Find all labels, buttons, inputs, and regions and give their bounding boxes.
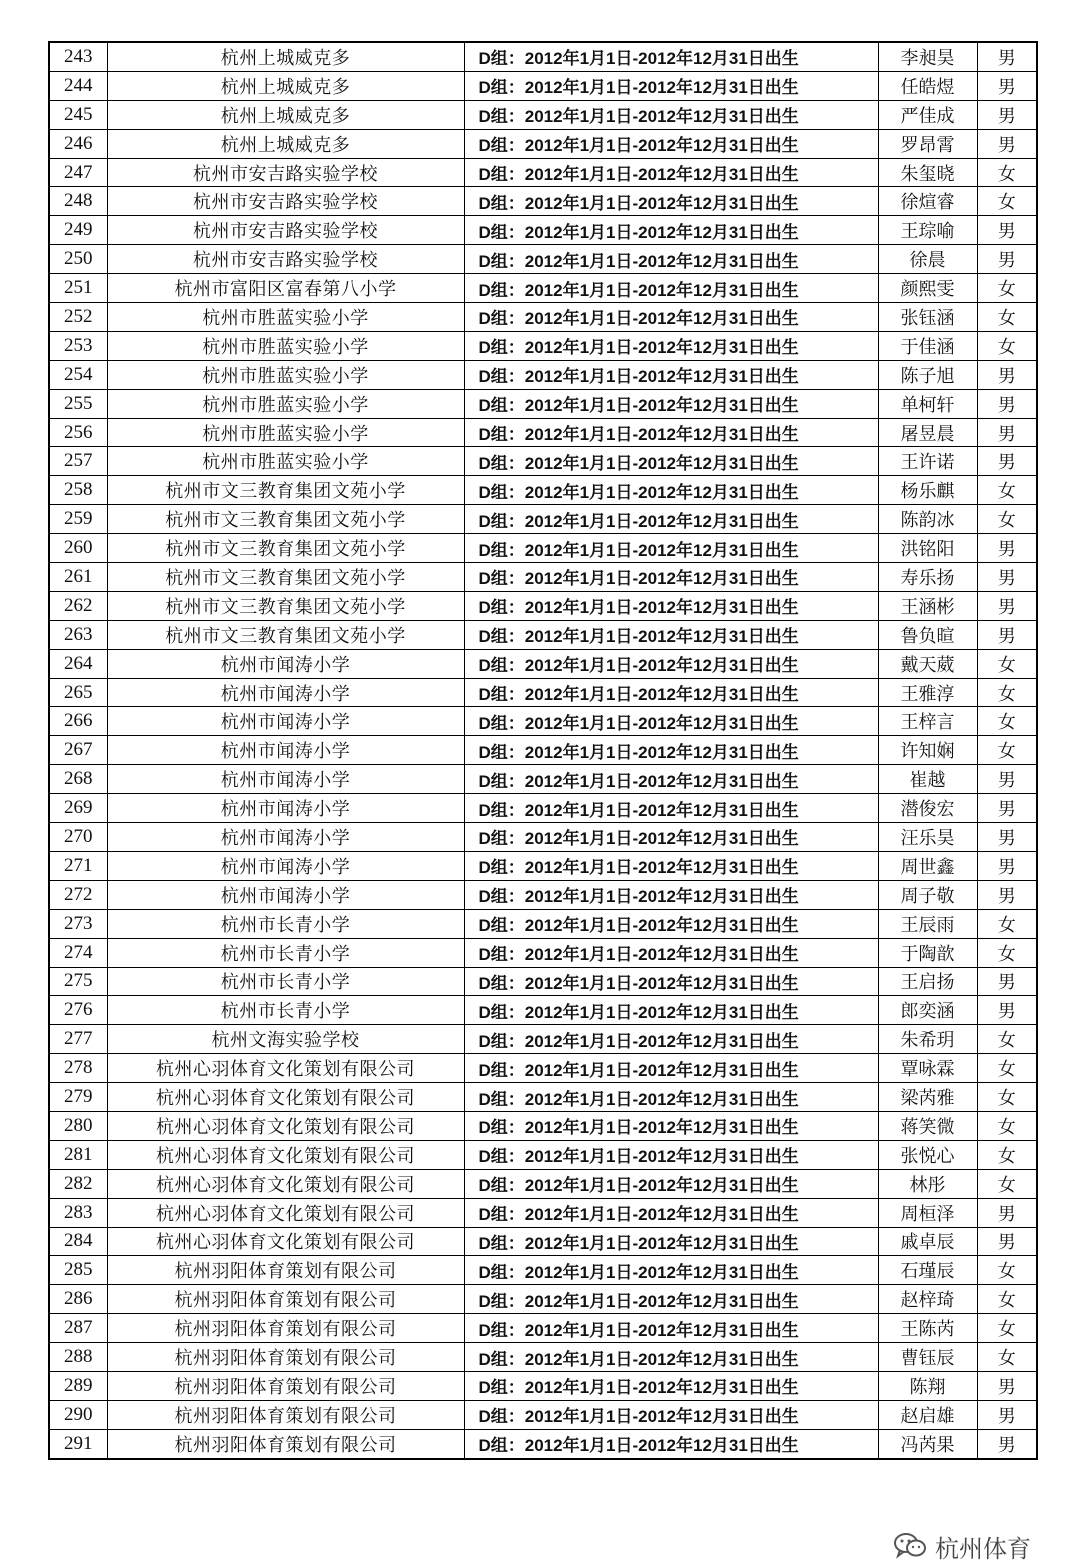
row-number-cell: 247	[49, 158, 107, 187]
athlete-name-cell: 杨乐麒	[878, 476, 977, 505]
age-group-cell: D组：2012年1月1日-2012年12月31日出生	[464, 823, 878, 852]
gender-cell: 男	[977, 794, 1037, 823]
school-name-cell: 杭州文海实验学校	[107, 1025, 464, 1054]
age-group-cell: D组：2012年1月1日-2012年12月31日出生	[464, 274, 878, 303]
school-name-cell: 杭州市胜蓝实验小学	[107, 389, 464, 418]
gender-cell: 女	[977, 1111, 1037, 1140]
row-number-cell: 248	[49, 187, 107, 216]
table-row	[49, 245, 1037, 274]
table-row	[49, 1198, 1037, 1227]
gender-cell: 女	[977, 1314, 1037, 1343]
athlete-name-cell: 覃咏霖	[878, 1054, 977, 1083]
gender-cell: 女	[977, 476, 1037, 505]
table-row	[49, 476, 1037, 505]
table-row	[49, 1054, 1037, 1083]
age-group-cell: D组：2012年1月1日-2012年12月31日出生	[464, 1343, 878, 1372]
table-body	[49, 42, 1037, 1459]
table-row	[49, 389, 1037, 418]
age-group-cell: D组：2012年1月1日-2012年12月31日出生	[464, 71, 878, 100]
row-number-cell: 289	[49, 1371, 107, 1400]
age-group-cell: D组：2012年1月1日-2012年12月31日出生	[464, 1054, 878, 1083]
athlete-name-cell: 王辰雨	[878, 909, 977, 938]
row-number-cell: 265	[49, 678, 107, 707]
table-row	[49, 274, 1037, 303]
school-name-cell: 杭州市胜蓝实验小学	[107, 303, 464, 332]
gender-cell: 女	[977, 303, 1037, 332]
school-name-cell: 杭州市长青小学	[107, 938, 464, 967]
table-row	[49, 967, 1037, 996]
row-number-cell: 285	[49, 1256, 107, 1285]
table-row	[49, 678, 1037, 707]
row-number-cell: 249	[49, 216, 107, 245]
table-row	[49, 736, 1037, 765]
gender-cell: 男	[977, 996, 1037, 1025]
age-group-cell: D组：2012年1月1日-2012年12月31日出生	[464, 794, 878, 823]
table-row	[49, 1400, 1037, 1429]
gender-cell: 女	[977, 1343, 1037, 1372]
school-name-cell: 杭州市安吉路实验学校	[107, 245, 464, 274]
row-number-cell: 283	[49, 1198, 107, 1227]
gender-cell: 女	[977, 678, 1037, 707]
age-group-cell: D组：2012年1月1日-2012年12月31日出生	[464, 418, 878, 447]
age-group-cell: D组：2012年1月1日-2012年12月31日出生	[464, 649, 878, 678]
gender-cell: 男	[977, 620, 1037, 649]
table-row	[49, 649, 1037, 678]
athlete-name-cell: 于陶歆	[878, 938, 977, 967]
row-number-cell: 269	[49, 794, 107, 823]
gender-cell: 男	[977, 967, 1037, 996]
gender-cell: 男	[977, 42, 1037, 71]
age-group-cell: D组：2012年1月1日-2012年12月31日出生	[464, 1111, 878, 1140]
age-group-cell: D组：2012年1月1日-2012年12月31日出生	[464, 505, 878, 534]
gender-cell: 男	[977, 418, 1037, 447]
athlete-name-cell: 梁芮雅	[878, 1083, 977, 1112]
gender-cell: 女	[977, 158, 1037, 187]
row-number-cell: 272	[49, 880, 107, 909]
school-name-cell: 杭州市安吉路实验学校	[107, 216, 464, 245]
table-row	[49, 1025, 1037, 1054]
athlete-name-cell: 屠昱晨	[878, 418, 977, 447]
gender-cell: 男	[977, 1371, 1037, 1400]
athlete-name-cell: 王梓言	[878, 707, 977, 736]
table-row	[49, 938, 1037, 967]
table-row	[49, 360, 1037, 389]
registration-table	[48, 41, 1038, 1460]
school-name-cell: 杭州羽阳体育策划有限公司	[107, 1371, 464, 1400]
athlete-name-cell: 周世鑫	[878, 851, 977, 880]
age-group-cell: D组：2012年1月1日-2012年12月31日出生	[464, 216, 878, 245]
age-group-cell: D组：2012年1月1日-2012年12月31日出生	[464, 1429, 878, 1458]
school-name-cell: 杭州心羽体育文化策划有限公司	[107, 1111, 464, 1140]
school-name-cell: 杭州羽阳体育策划有限公司	[107, 1314, 464, 1343]
school-name-cell: 杭州羽阳体育策划有限公司	[107, 1256, 464, 1285]
gender-cell: 女	[977, 505, 1037, 534]
athlete-name-cell: 冯芮果	[878, 1429, 977, 1458]
table-row	[49, 851, 1037, 880]
row-number-cell: 257	[49, 447, 107, 476]
row-number-cell: 252	[49, 303, 107, 332]
school-name-cell: 杭州羽阳体育策划有限公司	[107, 1400, 464, 1429]
school-name-cell: 杭州上城威克多	[107, 100, 464, 129]
row-number-cell: 258	[49, 476, 107, 505]
athlete-name-cell: 许知娴	[878, 736, 977, 765]
table-row	[49, 823, 1037, 852]
gender-cell: 男	[977, 1429, 1037, 1458]
table-row	[49, 707, 1037, 736]
athlete-name-cell: 朱玺晓	[878, 158, 977, 187]
age-group-cell: D组：2012年1月1日-2012年12月31日出生	[464, 678, 878, 707]
gender-cell: 女	[977, 736, 1037, 765]
school-name-cell: 杭州心羽体育文化策划有限公司	[107, 1227, 464, 1256]
watermark	[893, 1528, 1031, 1564]
athlete-name-cell: 陈子旭	[878, 360, 977, 389]
school-name-cell: 杭州市长青小学	[107, 909, 464, 938]
age-group-cell: D组：2012年1月1日-2012年12月31日出生	[464, 851, 878, 880]
school-name-cell: 杭州市长青小学	[107, 967, 464, 996]
athlete-name-cell: 陈翔	[878, 1371, 977, 1400]
table-row	[49, 1371, 1037, 1400]
table-row	[49, 794, 1037, 823]
age-group-cell: D组：2012年1月1日-2012年12月31日出生	[464, 765, 878, 794]
row-number-cell: 284	[49, 1227, 107, 1256]
school-name-cell: 杭州市闻涛小学	[107, 880, 464, 909]
school-name-cell: 杭州上城威克多	[107, 42, 464, 71]
school-name-cell: 杭州市安吉路实验学校	[107, 158, 464, 187]
row-number-cell: 286	[49, 1285, 107, 1314]
row-number-cell: 245	[49, 100, 107, 129]
athlete-name-cell: 朱希玥	[878, 1025, 977, 1054]
row-number-cell: 276	[49, 996, 107, 1025]
school-name-cell: 杭州羽阳体育策划有限公司	[107, 1285, 464, 1314]
table-row	[49, 765, 1037, 794]
gender-cell: 女	[977, 1025, 1037, 1054]
row-number-cell: 274	[49, 938, 107, 967]
gender-cell: 女	[977, 331, 1037, 360]
gender-cell: 女	[977, 1256, 1037, 1285]
age-group-cell: D组：2012年1月1日-2012年12月31日出生	[464, 534, 878, 563]
age-group-cell: D组：2012年1月1日-2012年12月31日出生	[464, 1140, 878, 1169]
age-group-cell: D组：2012年1月1日-2012年12月31日出生	[464, 707, 878, 736]
gender-cell: 女	[977, 707, 1037, 736]
table-row	[49, 1343, 1037, 1372]
age-group-cell: D组：2012年1月1日-2012年12月31日出生	[464, 1256, 878, 1285]
age-group-cell: D组：2012年1月1日-2012年12月31日出生	[464, 1025, 878, 1054]
table-row	[49, 100, 1037, 129]
school-name-cell: 杭州心羽体育文化策划有限公司	[107, 1140, 464, 1169]
athlete-name-cell: 单柯轩	[878, 389, 977, 418]
gender-cell: 男	[977, 591, 1037, 620]
row-number-cell: 263	[49, 620, 107, 649]
age-group-cell: D组：2012年1月1日-2012年12月31日出生	[464, 736, 878, 765]
gender-cell: 男	[977, 1400, 1037, 1429]
athlete-name-cell: 赵梓琦	[878, 1285, 977, 1314]
school-name-cell: 杭州羽阳体育策划有限公司	[107, 1429, 464, 1458]
table-row	[49, 1314, 1037, 1343]
age-group-cell: D组：2012年1月1日-2012年12月31日出生	[464, 1314, 878, 1343]
row-number-cell: 268	[49, 765, 107, 794]
gender-cell: 男	[977, 245, 1037, 274]
row-number-cell: 280	[49, 1111, 107, 1140]
age-group-cell: D组：2012年1月1日-2012年12月31日出生	[464, 331, 878, 360]
row-number-cell: 277	[49, 1025, 107, 1054]
age-group-cell: D组：2012年1月1日-2012年12月31日出生	[464, 187, 878, 216]
age-group-cell: D组：2012年1月1日-2012年12月31日出生	[464, 245, 878, 274]
school-name-cell: 杭州市闻涛小学	[107, 765, 464, 794]
gender-cell: 男	[977, 216, 1037, 245]
table-row	[49, 1227, 1037, 1256]
athlete-name-cell: 曹钰辰	[878, 1343, 977, 1372]
athlete-name-cell: 潜俊宏	[878, 794, 977, 823]
row-number-cell: 275	[49, 967, 107, 996]
table-row	[49, 71, 1037, 100]
row-number-cell: 253	[49, 331, 107, 360]
athlete-name-cell: 郎奕涵	[878, 996, 977, 1025]
school-name-cell: 杭州市闻涛小学	[107, 794, 464, 823]
table-row	[49, 303, 1037, 332]
row-number-cell: 273	[49, 909, 107, 938]
table-row	[49, 1429, 1037, 1458]
age-group-cell: D组：2012年1月1日-2012年12月31日出生	[464, 1169, 878, 1198]
athlete-name-cell: 严佳成	[878, 100, 977, 129]
age-group-cell: D组：2012年1月1日-2012年12月31日出生	[464, 303, 878, 332]
gender-cell: 男	[977, 880, 1037, 909]
age-group-cell: D组：2012年1月1日-2012年12月31日出生	[464, 563, 878, 592]
gender-cell: 女	[977, 1140, 1037, 1169]
age-group-cell: D组：2012年1月1日-2012年12月31日出生	[464, 967, 878, 996]
table-row	[49, 331, 1037, 360]
athlete-name-cell: 戴天葳	[878, 649, 977, 678]
school-name-cell: 杭州市胜蓝实验小学	[107, 331, 464, 360]
age-group-cell: D组：2012年1月1日-2012年12月31日出生	[464, 880, 878, 909]
row-number-cell: 279	[49, 1083, 107, 1112]
school-name-cell: 杭州市富阳区富春第八小学	[107, 274, 464, 303]
gender-cell: 男	[977, 765, 1037, 794]
gender-cell: 女	[977, 1083, 1037, 1112]
row-number-cell: 282	[49, 1169, 107, 1198]
age-group-cell: D组：2012年1月1日-2012年12月31日出生	[464, 938, 878, 967]
table-row	[49, 591, 1037, 620]
table-row	[49, 563, 1037, 592]
table-row	[49, 158, 1037, 187]
athlete-name-cell: 戚卓辰	[878, 1227, 977, 1256]
school-name-cell: 杭州市闻涛小学	[107, 649, 464, 678]
athlete-name-cell: 李昶昊	[878, 42, 977, 71]
athlete-name-cell: 徐煊睿	[878, 187, 977, 216]
school-name-cell: 杭州市文三教育集团文苑小学	[107, 534, 464, 563]
athlete-name-cell: 寿乐扬	[878, 563, 977, 592]
table-row	[49, 534, 1037, 563]
age-group-cell: D组：2012年1月1日-2012年12月31日出生	[464, 447, 878, 476]
table-row	[49, 1169, 1037, 1198]
row-number-cell: 250	[49, 245, 107, 274]
row-number-cell: 264	[49, 649, 107, 678]
school-name-cell: 杭州市闻涛小学	[107, 736, 464, 765]
row-number-cell: 278	[49, 1054, 107, 1083]
table-row	[49, 909, 1037, 938]
gender-cell: 男	[977, 100, 1037, 129]
athlete-name-cell: 鲁负暄	[878, 620, 977, 649]
table-row	[49, 418, 1037, 447]
table-row	[49, 1256, 1037, 1285]
row-number-cell: 266	[49, 707, 107, 736]
school-name-cell: 杭州市文三教育集团文苑小学	[107, 505, 464, 534]
school-name-cell: 杭州羽阳体育策划有限公司	[107, 1343, 464, 1372]
school-name-cell: 杭州市闻涛小学	[107, 823, 464, 852]
gender-cell: 男	[977, 823, 1037, 852]
row-number-cell: 259	[49, 505, 107, 534]
athlete-name-cell: 任皓煜	[878, 71, 977, 100]
table-row	[49, 880, 1037, 909]
row-number-cell: 244	[49, 71, 107, 100]
row-number-cell: 290	[49, 1400, 107, 1429]
gender-cell: 男	[977, 534, 1037, 563]
athlete-name-cell: 赵启雄	[878, 1400, 977, 1429]
age-group-cell: D组：2012年1月1日-2012年12月31日出生	[464, 1227, 878, 1256]
gender-cell: 男	[977, 447, 1037, 476]
table-row	[49, 187, 1037, 216]
row-number-cell: 246	[49, 129, 107, 158]
school-name-cell: 杭州心羽体育文化策划有限公司	[107, 1083, 464, 1112]
school-name-cell: 杭州市胜蓝实验小学	[107, 447, 464, 476]
age-group-cell: D组：2012年1月1日-2012年12月31日出生	[464, 360, 878, 389]
athlete-name-cell: 徐晨	[878, 245, 977, 274]
table-row	[49, 1111, 1037, 1140]
athlete-name-cell: 石瑾辰	[878, 1256, 977, 1285]
age-group-cell: D组：2012年1月1日-2012年12月31日出生	[464, 620, 878, 649]
gender-cell: 男	[977, 389, 1037, 418]
school-name-cell: 杭州上城威克多	[107, 129, 464, 158]
gender-cell: 男	[977, 360, 1037, 389]
athlete-name-cell: 颜熙雯	[878, 274, 977, 303]
school-name-cell: 杭州市胜蓝实验小学	[107, 418, 464, 447]
row-number-cell: 288	[49, 1343, 107, 1372]
age-group-cell: D组：2012年1月1日-2012年12月31日出生	[464, 1198, 878, 1227]
table-row	[49, 620, 1037, 649]
wechat-icon	[893, 1531, 927, 1561]
row-number-cell: 262	[49, 591, 107, 620]
school-name-cell: 杭州心羽体育文化策划有限公司	[107, 1054, 464, 1083]
age-group-cell: D组：2012年1月1日-2012年12月31日出生	[464, 591, 878, 620]
row-number-cell: 281	[49, 1140, 107, 1169]
athlete-name-cell: 陈韵冰	[878, 505, 977, 534]
row-number-cell: 243	[49, 42, 107, 71]
age-group-cell: D组：2012年1月1日-2012年12月31日出生	[464, 100, 878, 129]
row-number-cell: 291	[49, 1429, 107, 1458]
row-number-cell: 260	[49, 534, 107, 563]
athlete-name-cell: 于佳涵	[878, 331, 977, 360]
age-group-cell: D组：2012年1月1日-2012年12月31日出生	[464, 909, 878, 938]
table-row	[49, 1285, 1037, 1314]
athlete-name-cell: 周子敬	[878, 880, 977, 909]
athlete-name-cell: 王涵彬	[878, 591, 977, 620]
row-number-cell: 251	[49, 274, 107, 303]
table-row	[49, 42, 1037, 71]
athlete-name-cell: 蒋笑微	[878, 1111, 977, 1140]
table-row	[49, 1083, 1037, 1112]
gender-cell: 女	[977, 1054, 1037, 1083]
row-number-cell: 271	[49, 851, 107, 880]
school-name-cell: 杭州市闻涛小学	[107, 707, 464, 736]
athlete-name-cell: 王启扬	[878, 967, 977, 996]
school-name-cell: 杭州市文三教育集团文苑小学	[107, 476, 464, 505]
athlete-name-cell: 汪乐昊	[878, 823, 977, 852]
age-group-cell: D组：2012年1月1日-2012年12月31日出生	[464, 1285, 878, 1314]
athlete-name-cell: 张钰涵	[878, 303, 977, 332]
gender-cell: 女	[977, 938, 1037, 967]
gender-cell: 男	[977, 563, 1037, 592]
gender-cell: 女	[977, 1285, 1037, 1314]
table-row	[49, 447, 1037, 476]
row-number-cell: 270	[49, 823, 107, 852]
row-number-cell: 254	[49, 360, 107, 389]
school-name-cell: 杭州心羽体育文化策划有限公司	[107, 1169, 464, 1198]
row-number-cell: 267	[49, 736, 107, 765]
row-number-cell: 287	[49, 1314, 107, 1343]
school-name-cell: 杭州市文三教育集团文苑小学	[107, 620, 464, 649]
watermark-text: 杭州体育	[935, 1534, 1031, 1563]
athlete-name-cell: 周桓泽	[878, 1198, 977, 1227]
age-group-cell: D组：2012年1月1日-2012年12月31日出生	[464, 476, 878, 505]
table-row	[49, 129, 1037, 158]
age-group-cell: D组：2012年1月1日-2012年12月31日出生	[464, 1371, 878, 1400]
age-group-cell: D组：2012年1月1日-2012年12月31日出生	[464, 1400, 878, 1429]
gender-cell: 女	[977, 909, 1037, 938]
school-name-cell: 杭州上城威克多	[107, 71, 464, 100]
gender-cell: 男	[977, 129, 1037, 158]
gender-cell: 女	[977, 649, 1037, 678]
school-name-cell: 杭州市闻涛小学	[107, 851, 464, 880]
age-group-cell: D组：2012年1月1日-2012年12月31日出生	[464, 1083, 878, 1112]
school-name-cell: 杭州市闻涛小学	[107, 678, 464, 707]
school-name-cell: 杭州心羽体育文化策划有限公司	[107, 1198, 464, 1227]
age-group-cell: D组：2012年1月1日-2012年12月31日出生	[464, 389, 878, 418]
gender-cell: 男	[977, 71, 1037, 100]
athlete-name-cell: 林彤	[878, 1169, 977, 1198]
school-name-cell: 杭州市胜蓝实验小学	[107, 360, 464, 389]
athlete-name-cell: 王许诺	[878, 447, 977, 476]
athlete-name-cell: 洪铭阳	[878, 534, 977, 563]
age-group-cell: D组：2012年1月1日-2012年12月31日出生	[464, 158, 878, 187]
athlete-name-cell: 王雅淳	[878, 678, 977, 707]
athlete-name-cell: 王陈芮	[878, 1314, 977, 1343]
athlete-name-cell: 崔越	[878, 765, 977, 794]
athlete-name-cell: 王琮喻	[878, 216, 977, 245]
gender-cell: 女	[977, 274, 1037, 303]
row-number-cell: 255	[49, 389, 107, 418]
gender-cell: 女	[977, 187, 1037, 216]
table-row	[49, 1140, 1037, 1169]
age-group-cell: D组：2012年1月1日-2012年12月31日出生	[464, 129, 878, 158]
table-row	[49, 505, 1037, 534]
gender-cell: 男	[977, 851, 1037, 880]
school-name-cell: 杭州市长青小学	[107, 996, 464, 1025]
school-name-cell: 杭州市文三教育集团文苑小学	[107, 563, 464, 592]
school-name-cell: 杭州市文三教育集团文苑小学	[107, 591, 464, 620]
gender-cell: 男	[977, 1227, 1037, 1256]
age-group-cell: D组：2012年1月1日-2012年12月31日出生	[464, 996, 878, 1025]
row-number-cell: 256	[49, 418, 107, 447]
gender-cell: 女	[977, 1169, 1037, 1198]
table-row	[49, 996, 1037, 1025]
age-group-cell: D组：2012年1月1日-2012年12月31日出生	[464, 42, 878, 71]
school-name-cell: 杭州市安吉路实验学校	[107, 187, 464, 216]
row-number-cell: 261	[49, 563, 107, 592]
athlete-name-cell: 张悦心	[878, 1140, 977, 1169]
gender-cell: 男	[977, 1198, 1037, 1227]
table-row	[49, 216, 1037, 245]
athlete-name-cell: 罗昂霄	[878, 129, 977, 158]
